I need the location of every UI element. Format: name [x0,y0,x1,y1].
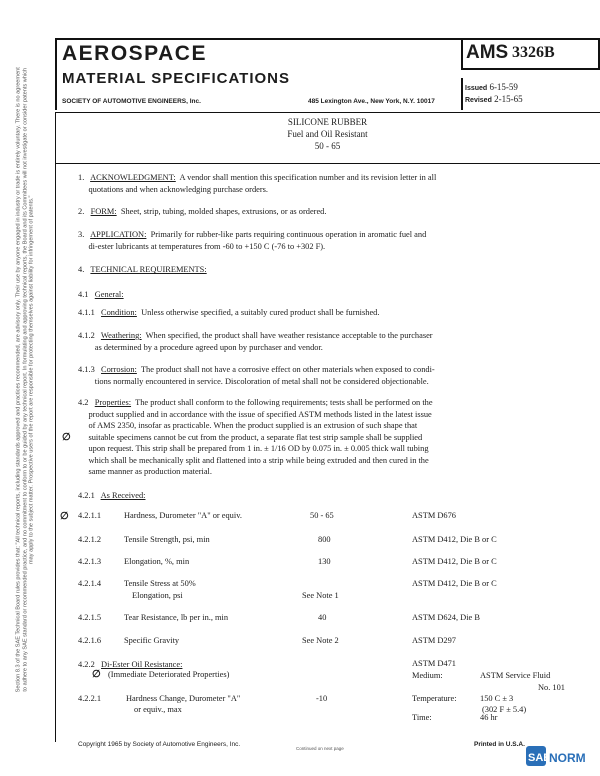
title-line-2: Fuel and Oil Resistant [287,129,368,139]
section-4-1-2: 4.1.2 Weathering: When specified, the product shall have weather resistance acceptable to the purchaser as determined by a procedure agreed upon by purchaser and vendor. [78,331,433,352]
body-frame-line [55,162,56,742]
oil-row-prop-2: or equiv., max [134,705,182,714]
header-aerospace: AEROSPACE [62,42,207,65]
section-4-2-1: 4.2.1 As Received: [78,491,146,500]
table-row-value: See Note 1 [302,591,339,600]
table-row-value: 130 [318,557,331,566]
table-row-method: ASTM D412, Die B or C [412,579,497,588]
section-1: 1. ACKNOWLEDGMENT: A vendor shall mention this specification number and its revision letter in all quotations and when acknowledging purchase orders. [78,173,437,194]
table-row-method: ASTM D412, Die B or C [412,535,497,544]
table-row-value: 800 [318,535,331,544]
section-2: 2. FORM: Sheet, strip, tubing, molded shapes, extrusions, or as ordered. [78,207,327,216]
oil-temp-2: (302 F ± 5.4) [482,705,527,714]
footer-copyright: Copyright 1965 by Society of Automotive Engineers, Inc. [78,741,241,748]
section-4-2-2: 4.2.2 Di-Ester Oil Resistance: [78,660,183,669]
oil-method: ASTM D471 [412,659,456,668]
table-row-property-2: Elongation, psi [132,591,183,600]
side-legal-notice: Section 8.3 of the SAE Technical Board rules provides that: "All technical reports, including standards approved and practices recommended, are advisory only. Their use by anyone engaged in industry or trade is entirely voluntary. There is no agreement to adhere to any SAE standard or recommended practice, and no commitment to conform to or be guided by any technical report. In formulating and approving technical reports, the Board and its Committees will not investigate or consider patents which may apply to the subject matter. Prospective users of the report are responsible for protecting themselves against liability for infringement of patents." [15,67,35,693]
oil-time: 46 hr [480,713,498,722]
sae-norm-logo [526,740,600,770]
oil-row-prop: Hardness Change, Durometer "A" [126,694,241,703]
section-4-1-3: 4.1.3 Corrosion: The product shall not have a corrosive effect on other materials when exposed to condi- tions normally encountered in service. Discoloration of metal shall not be considered objectionable. [78,365,435,386]
table-row-property: Tensile Stress at 50% [124,579,196,588]
table-row-property: Specific Gravity [124,636,180,645]
oil-temp-label: Temperature: [412,694,457,703]
change-mark: ∅ [92,669,101,680]
oil-medium-2: No. 101 [538,683,565,692]
revised-date: Revised 2-15-65 [465,94,523,104]
table-row-property: Tear Resistance, lb per in., min [124,613,229,622]
header-society: SOCIETY OF AUTOMOTIVE ENGINEERS, Inc. [62,98,201,105]
footer-continued: Continued on next page [296,746,344,751]
issued-date: Issued 6-15-59 [465,82,518,92]
table-row-value: 40 [318,613,327,622]
table-row-method: ASTM D297 [412,636,456,645]
table-row-number: 4.2.1.6 [78,636,102,645]
oil-row-num: 4.2.2.1 [78,694,102,703]
header-material-specifications: MATERIAL SPECIFICATIONS [62,70,291,87]
change-mark: ∅ [62,432,71,443]
table-row-property: Elongation, %, min [124,557,190,566]
section-4-1: 4.1 General: [78,290,124,299]
logo-sae-text: SAE [528,752,551,764]
table-row-value: See Note 2 [302,636,339,645]
table-row-value: 50 - 65 [310,511,334,520]
section-4-1-1: 4.1.1 Condition: Unless otherwise specified, a suitably cured product shall be furnished. [78,308,380,317]
table-row-number: 4.2.1.3 [78,557,102,566]
table-row-number: 4.2.1.1 [78,511,102,520]
table-row-method: ASTM D676 [412,511,456,520]
oil-temp: 150 C ± 3 [480,694,514,703]
oil-medium-label: Medium: [412,671,443,680]
sae-logo-icon [526,740,600,770]
section-4: 4. TECHNICAL REQUIREMENTS: [78,265,207,274]
oil-row-val: -10 [316,694,328,703]
oil-medium: ASTM Service Fluid [480,671,551,680]
logo-norm-text: NORM [549,751,586,765]
oil-subheading: (Immediate Deteriorated Properties) [108,670,230,679]
table-row-property: Tensile Strength, psi, min [124,535,210,544]
title-line-3: 50 - 65 [314,141,341,151]
oil-time-label: Time: [412,713,432,722]
section-4-2: 4.2 Properties: The product shall conform to the following requirements; tests shall be performed on the product supplied and in accordance with the issue of specified ASTM methods listed in the latest issue of AMS 2350, insofar as practicable. When the product supplied is an extrusion of such shape that suitable specimens cannot be cut from the product, a separate flat test strip sample shall be supplied upon request. This strip shall be prepared from 1 in. ± 1/16 OD by 0.075 in. ± 0.005 thick wall tubing which shall be mechanically split and flattened into a strip while being extruded and then cured in the same manner as production material. [78,398,433,476]
table-row-method: ASTM D624, Die B [412,613,480,622]
section-3: 3. APPLICATION: Primarily for rubber-like parts requiring continuous operation in aromatic fuel and di-ester lubricants at temperatures from -60 to +150 C (-76 to +302 F). [78,230,427,251]
table-row-number: 4.2.1.5 [78,613,102,622]
table-row-number: 4.2.1.4 [78,579,102,588]
ams-number: 3326B [512,44,555,61]
change-mark: ∅ [60,511,69,522]
footer-printed: Printed in U.S.A. [474,741,525,748]
table-row-method: ASTM D412, Die B or C [412,557,497,566]
table-row-property: Hardness, Durometer "A" or equiv. [124,511,242,520]
ams-label: AMS [466,42,509,63]
header-address: 485 Lexington Ave., New York, N.Y. 10017 [308,98,435,105]
table-row-number: 4.2.1.2 [78,535,102,544]
title-line-1: SILICONE RUBBER [287,117,368,127]
